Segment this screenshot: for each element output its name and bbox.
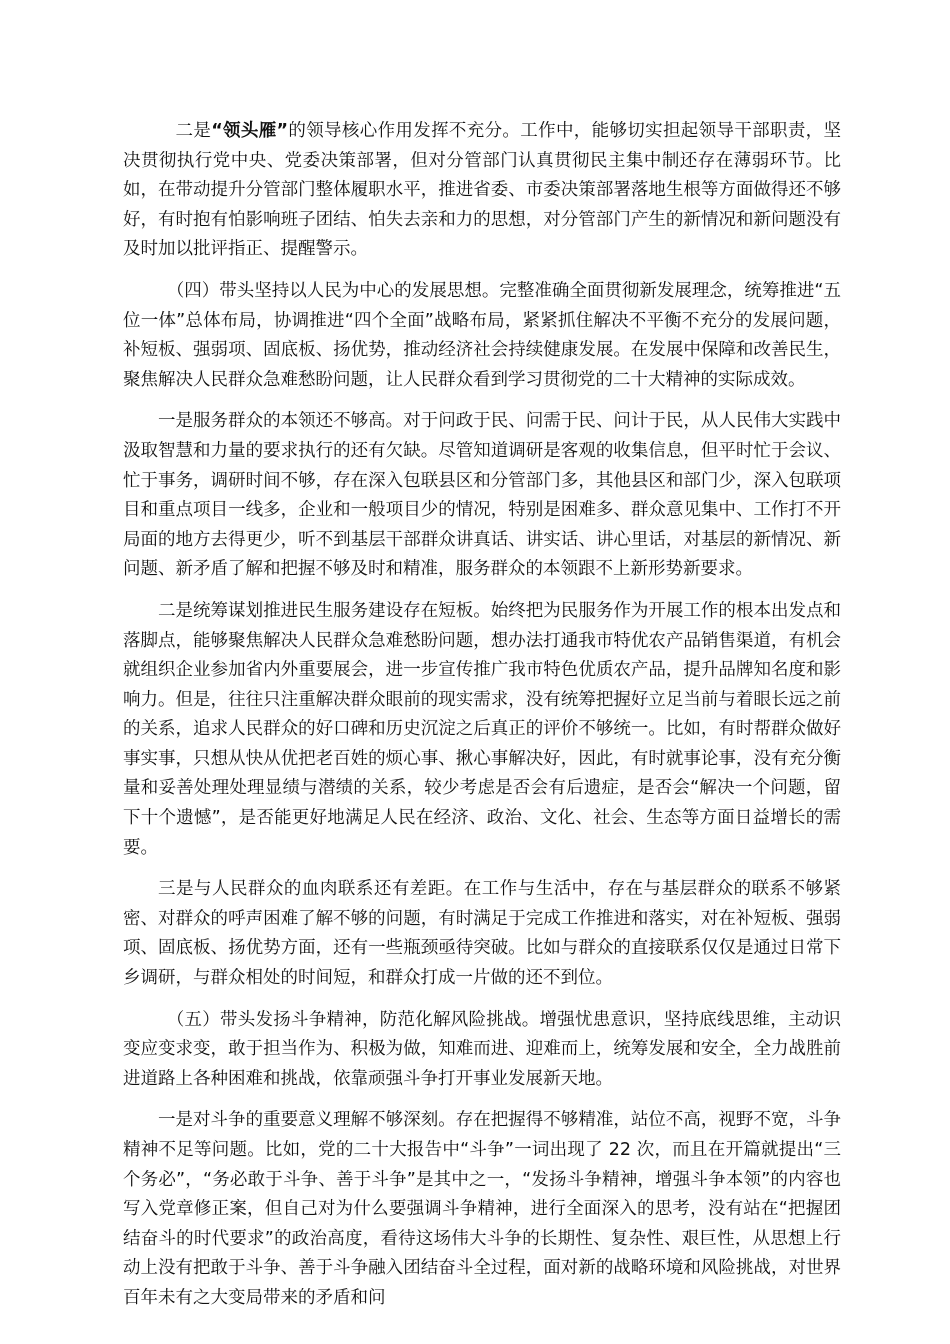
section-heading-five: （五）带头发扬斗争精神，防范化解风险挑战。增强忧患意识，坚持底线思维，主动识变应变求变，敢于担当作为、积极为做，知难而进、迎难而上，统筹发展和安全，全力战胜前进道路上各种困难和挑战，依靠顽强斗争打开事业发展新天地。 xyxy=(123,1009,841,1089)
paragraph-livelihood-services: 二是统筹谋划推进民生服务建设存在短板。始终把为民服务作为开展工作的根本出发点和落脚点，能够聚焦解决人民群众急难愁盼问题，想办法打通我市特优农产品销售渠道，有机会就组织企业参加省内外重要展会，进一步宣传推广我市特色优质农产品，提升品牌知名度和影响力。但是，往往只注重解决群众眼前的现实需求，没有统筹把握好立足当前与着眼长远之前的关系，追求人民群众的好口碑和历史沉淀之后真正的评价不够统一。比如，有时帮群众做好事实事，只想从快从优把老百姓的烦心事、揪心事解决好，因此，有时就事论事，没有充分衡量和妥善处理处理显绩与潜绩的关系，较少考虑是否会有后遗症，是否会“解决一个问题，留下十个遗憾”，是否能更好地满足人民在经济、政治、文化、社会、生态等方面日益增长的需要。 xyxy=(123,600,841,858)
paragraph-prefix: 二是 xyxy=(175,121,212,141)
paragraph-struggle-significance: 一是对斗争的重要意义理解不够深刻。存在把握得不够精准，站位不高，视野不宽，斗争精神不足等问题。比如，党的二十大报告中“斗争”一词出现了 22 次，而且在开篇就提出“三个务必”，“务必敢于斗争、善于斗争”是其中之一，“发扬斗争精神，增强斗争本领”的内容也写入党章修正案，但自己对为什么要强调斗争精神，进行全面深入的思考，没有站在“把握团结奋斗的时代要求”的政治高度，看待这场伟大斗争的长期性、复杂性、艰巨性，从思想上行动上没有把敢于斗争、善于斗争融入团结奋斗全过程，面对新的战略环境和风险挑战，对世界百年未有之大变局带来的矛盾和问 xyxy=(123,1110,841,1308)
section-heading-four: （四）带头坚持以人民为中心的发展思想。完整准确全面贯彻新发展理念，统筹推进“五位一体”总体布局，协调推进“四个全面”战略布局，紧紧抓住解决不平衡不充分的发展问题，补短板、强弱项、固底板、扬优势，推动经济社会持续健康发展。在发展中保障和改善民生，聚焦解决人民群众急难愁盼问题，让人民群众看到学习贯彻党的二十大精神的实际成效。 xyxy=(123,280,841,390)
paragraph-text: 的领导核心作用发挥不充分。工作中，能够切实担起领导干部职责，坚决贯彻执行党中央、党委决策部署，但对分管部门认真贯彻民主集中制还存在薄弱环节。比如，在带动提升分管部门整体履职水平，推进省委、市委决策部署落地生根等方面做得还不够好，有时抱有怕影响班子团结、怕失去亲和力的思想，对分管部门产生的新情况和新问题没有及时加以批评指正、提醒警示。 xyxy=(123,121,842,260)
document-page xyxy=(123,117,841,1326)
paragraph-serving-masses: 一是服务群众的本领还不够高。对于问政于民、问需于民、问计于民，从人民伟大实践中汲取智慧和力量的要求执行的还有欠缺。尽管知道调研是客观的收集信息，但平时忙于会议、忙于事务，调研时间不够，存在深入包联县区和分管部门多，其他县区和部门少，深入包联项目和重点项目一线多，企业和一般项目少的情况，特别是困难多、群众意见集中、工作打不开局面的地方去得更少，听不到基层干部群众讲真话、讲实话、讲心里话，对基层的新情况、新问题、新矛盾了解和把握不够及时和精准，服务群众的本领跟不上新形势新要求。 xyxy=(123,411,841,580)
paragraph-ties-with-people: 三是与人民群众的血肉联系还有差距。在工作与生活中，存在与基层群众的联系不够紧密、对群众的呼声困难了解不够的问题，有时满足于完成工作推进和落实，对在补短板、强弱项、固底板、扬优势方面，还有一些瓶颈亟待突破。比如与群众的直接联系仅仅是通过日常下乡调研，与群众相处的时间短，和群众打成一片做的还不到位。 xyxy=(123,879,841,989)
bold-term: “领头雁” xyxy=(211,121,289,141)
paragraph-leading-goose xyxy=(123,117,841,265)
